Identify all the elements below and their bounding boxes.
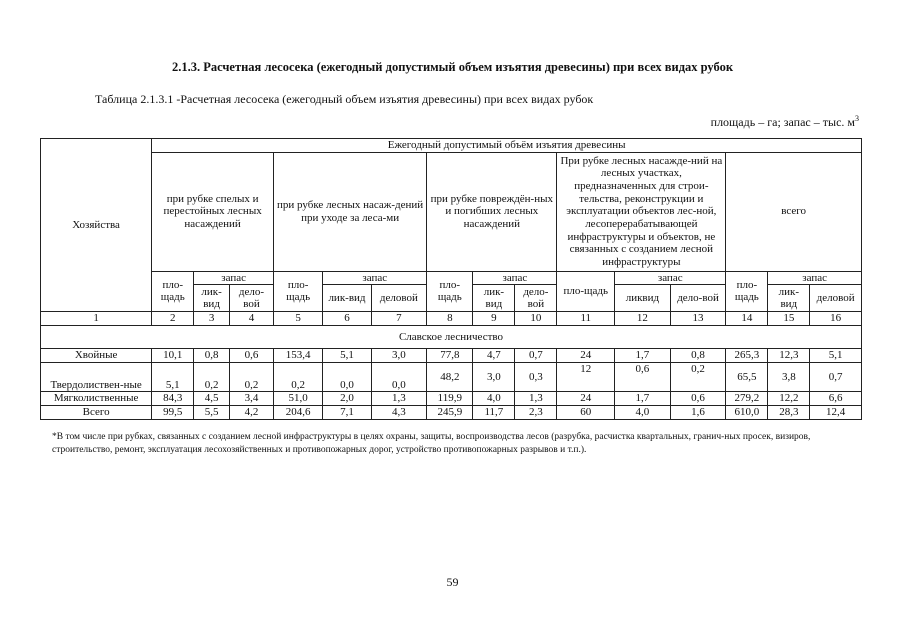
cell: 0,2 [229,363,273,392]
cell: 610,0 [726,406,768,420]
cell: 1,3 [515,392,557,406]
header-group-mature: при рубке спелых и перестойных лесных насаждений [152,152,274,271]
header-group-damaged: при рубке повреждён-ных и погибших лесных насаждений [427,152,557,271]
cell: 0,2 [194,363,230,392]
cell: 12,2 [768,392,810,406]
column-number: 4 [229,312,273,326]
column-number: 2 [152,312,194,326]
cell: 153,4 [274,349,323,363]
cell: 24 [557,392,615,406]
column-number: 15 [768,312,810,326]
cell: 0,7 [810,363,862,392]
cell: 0,8 [194,349,230,363]
column-number: 5 [274,312,323,326]
header-area: пло-щадь [427,271,473,312]
cell: 0,6 [615,363,671,392]
cell: 0,2 [274,363,323,392]
page-number: 59 [446,575,459,589]
footnote: *В том числе при рубках, связанных с созданием лесной инфраструктуры в целях охраны, защиты, воспроизводства лесов (разрубка, расчистка квартальных, гранич-ных просек, визиров, строительство, ремонт, эксплуатация лесохозяйственных и противопожарных дорог, устройство противопожарных разрывов и т.п.). [52,432,811,455]
header-group-total: всего [726,152,862,271]
header-group-title: Ежегодный допустимый объём изъятия древесины [152,139,862,153]
cell: 0,0 [371,363,427,392]
cell: 119,9 [427,392,473,406]
section-heading: 2.1.3. Расчетная лесосека (ежегодный допустимый объем изъятия древесины) при всех видах рубок [171,60,734,74]
cell: 5,5 [194,406,230,420]
column-number: 13 [670,312,726,326]
cell: 51,0 [274,392,323,406]
header-stock: запас [473,271,557,285]
cell: 84,3 [152,392,194,406]
table-row [41,349,862,363]
cell: 3,8 [768,363,810,392]
cell: 4,7 [473,349,515,363]
column-number: 10 [515,312,557,326]
row-label: Мягколиственные [41,392,152,406]
row-label: Хвойные [41,349,152,363]
cell: 12,4 [810,406,862,420]
cell: 12 [557,363,615,392]
cell: 5,1 [323,349,371,363]
cell: 60 [557,406,615,420]
header-stock: запас [194,271,274,285]
header-liquid: ликвид [615,285,671,312]
cell: 0,2 [670,363,726,392]
header-area: пло-щадь [274,271,323,312]
column-number: 3 [194,312,230,326]
cell: 0,6 [229,349,273,363]
header-stock: запас [323,271,427,285]
cell: 5,1 [810,349,862,363]
column-number: 7 [371,312,427,326]
cell: 6,6 [810,392,862,406]
header-stock: запас [768,271,862,285]
cell: 0,0 [323,363,371,392]
column-number: 14 [726,312,768,326]
cell: 204,6 [274,406,323,420]
header-liquid: лик-вид [768,285,810,312]
units-note [711,114,859,130]
header-liquid: лик-вид [323,285,371,312]
cell: 4,3 [371,406,427,420]
cell: 245,9 [427,406,473,420]
column-number: 11 [557,312,615,326]
cell: 2,3 [515,406,557,420]
cell: 48,2 [427,363,473,392]
column-number: 16 [810,312,862,326]
cell: 24 [557,349,615,363]
header-area: пло-щадь [726,271,768,312]
cell: 0,6 [670,392,726,406]
cell: 3,4 [229,392,273,406]
cell: 265,3 [726,349,768,363]
header-group-tending: при рубке лесных насаж-дений при уходе за леса-ми [274,152,427,271]
column-number: 12 [615,312,671,326]
row-label: Всего [41,406,152,420]
cell: 99,5 [152,406,194,420]
column-number: 1 [41,312,152,326]
cell: 65,5 [726,363,768,392]
header-liquid: лик-вид [473,285,515,312]
column-number: 9 [473,312,515,326]
header-area: пло-щадь [152,271,194,312]
cell: 1,7 [615,349,671,363]
cell: 3,0 [371,349,427,363]
units-text: площадь – га; запас – тыс. м [710,115,855,129]
header-stock: запас [615,271,726,285]
cell: 1,3 [371,392,427,406]
table-row [41,392,862,406]
column-number-row [41,312,862,326]
cell: 2,0 [323,392,371,406]
cell: 77,8 [427,349,473,363]
header-area: пло-щадь [557,271,615,312]
cell: 28,3 [768,406,810,420]
cell: 12,3 [768,349,810,363]
cell: 4,0 [615,406,671,420]
header-business: деловой [810,285,862,312]
cell: 4,2 [229,406,273,420]
header-business: дело-вой [229,285,273,312]
cell: 1,6 [670,406,726,420]
cell: 0,3 [515,363,557,392]
header-group-infrastructure: При рубке лесных насажде-ний на лесных участках, предназначенных для строи-тельства, реконструкции и эксплуатации объектов лес-ной, лесоперерабатывающей инфраструктуры и объектов, не связанных с созданием лесной инфраструктуры [557,152,726,271]
cell: 279,2 [726,392,768,406]
column-number: 8 [427,312,473,326]
cell: 5,1 [152,363,194,392]
cell: 4,0 [473,392,515,406]
header-business: деловой [371,285,427,312]
allowable-cut-table [40,138,862,420]
table-caption: Таблица 2.1.3.1 -Расчетная лесосека (ежегодный объем изъятия древесины) при всех видах рубок [95,92,594,106]
table-row [41,363,862,392]
header-business: дело-вой [670,285,726,312]
cell: 4,5 [194,392,230,406]
header-hoz: Хозяйства [41,139,152,312]
cell: 0,8 [670,349,726,363]
cell: 7,1 [323,406,371,420]
cell: 11,7 [473,406,515,420]
cell: 3,0 [473,363,515,392]
cell: 10,1 [152,349,194,363]
section-title: Славское лесничество [41,326,862,349]
units-superscript: 3 [855,114,859,123]
header-liquid: лик-вид [194,285,230,312]
header-business: дело-вой [515,285,557,312]
cell: 0,7 [515,349,557,363]
table-row [41,406,862,420]
row-label: Твердолиствен-ные [41,363,152,392]
cell: 1,7 [615,392,671,406]
column-number: 6 [323,312,371,326]
